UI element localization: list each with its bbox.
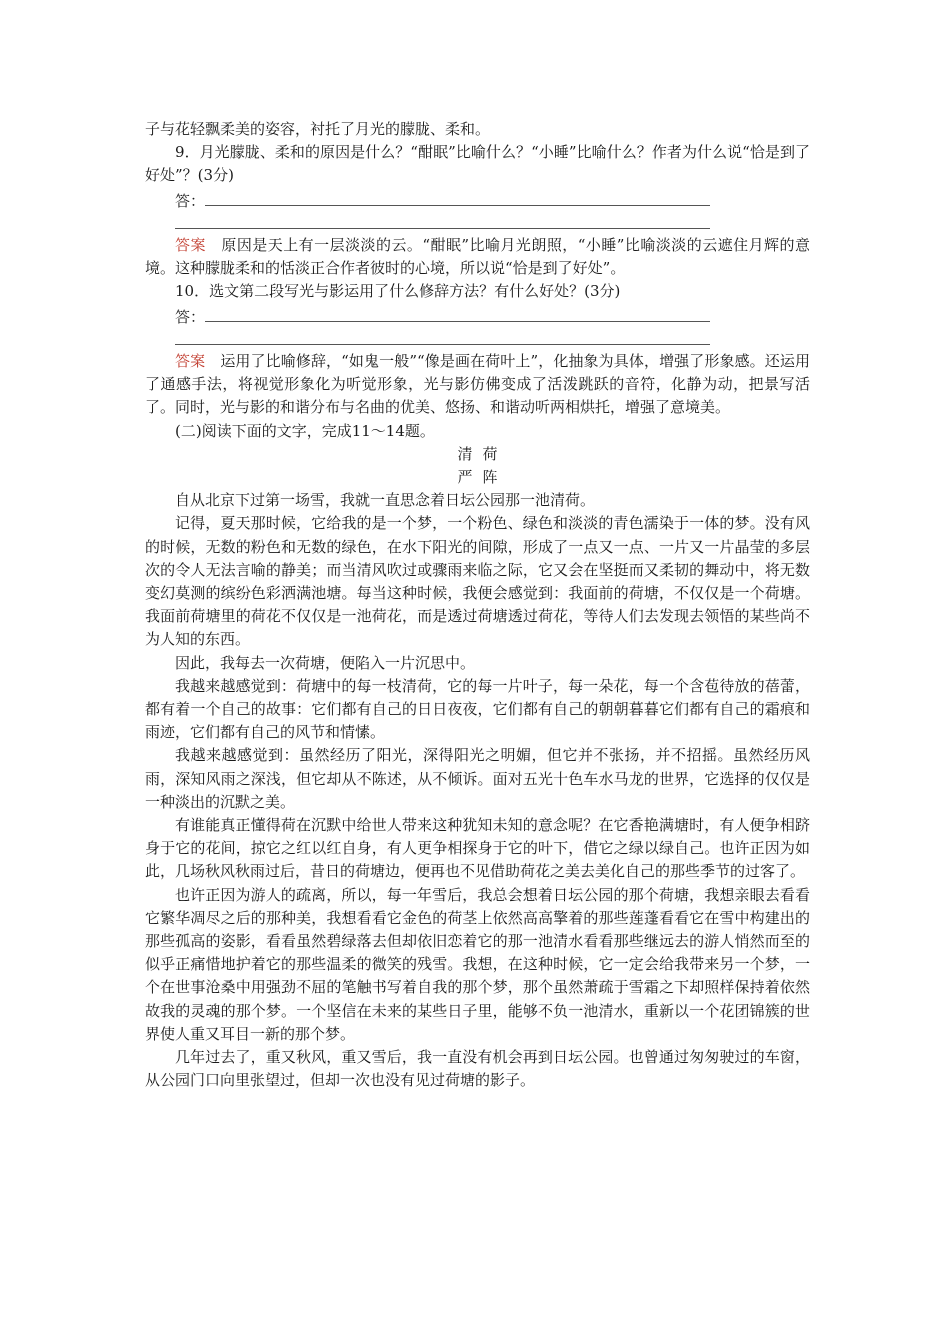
answer-line-9[interactable] [145,188,810,211]
article-author: 严阵 [457,467,508,486]
article-paragraph: 也许正因为游人的疏离，所以，每一年雪后，我总会想着日坛公园的那个荷塘，我想亲眼去看看它繁华凋尽之后的那种美，我想看看它金色的荷茎上依然高高擎着的那些莲蓬看看它在雪中构建出的那些孤高的姿影，看看虽然碧绿落去但却依旧恋着它的那一池清水看看那些继远去的游人悄然而至的似乎正痛惜地护着它的那些温柔的微笑的残雪。我想，在这种时候，它一定会给我带来另一个梦，一个在世事沧桑中用强劲不屈的笔触书写着自我的那个梦，那个虽然萧疏于雪霜之下却照样保持着依然故我的灵魂的那个梦。一个坚信在未来的某些日子里，能够不负一池清水，重新以一个花团锦簇的世界使人重又耳目一新的那个梦。 [145,885,810,1043]
article-title: 清荷 [457,444,508,463]
document-page [145,118,810,1092]
answer-line-10[interactable] [145,304,810,327]
article-paragraph: 有谁能真正懂得荷在沉默中给世人带来这种犹知未知的意念呢？在它香艳满塘时，有人便争相跻身于它的花间，掠它之红以红自身，有人更争相探身于它的叶下，借它之绿以绿自己。也许正因为如此，几场秋风秋雨过后，昔日的荷塘边，便再也不见借助荷花之美去美化自己的那些季节的过客了。 [145,816,810,881]
blank-line [205,321,710,322]
question-9: 9．月光朦胧、柔和的原因是什么？“酣眠”比喻什么？“小睡”比喻什么？作者为什么说“恰是到了好处”？(3分) [145,143,810,185]
section-heading: (二)阅读下面的文字，完成11～14题。 [175,421,435,440]
answer-10 [145,350,810,420]
paragraph-continued: 子与花轻飘柔美的姿容，衬托了月光的朦胧、柔和。 [145,120,491,138]
question-10: 10．选文第二段写光与影运用了什么修辞方法？有什么好处？(3分) [175,282,621,301]
answer-line-9b[interactable] [145,211,810,234]
answer-9 [145,234,810,280]
blank-line [205,205,710,206]
answer-prompt: 答： [175,191,206,210]
answer-line-10b[interactable] [145,327,810,350]
article-paragraph: 我越来越感觉到：虽然经历了阳光，深得阳光之明媚，但它并不张扬，并不招摇。虽然经历风雨，深知风雨之深浅，但它却从不陈述，从不倾诉。面对五光十色车水马龙的世界，它选择的仅仅是一种淡出的沉默之美。 [145,746,810,811]
article-paragraph: 几年过去了，重又秋风，重又雪后，我一直没有机会再到日坛公园。也曾通过匆匆驶过的车窗，从公园门口向里张望过，但却一次也没有见过荷塘的影子。 [145,1048,810,1090]
article-paragraph: 记得，夏天那时候，它给我的是一个梦，一个粉色、绿色和淡淡的青色濡染于一体的梦。没有风的时候，无数的粉色和无数的绿色，在水下阳光的间隙，形成了一点又一点、一片又一片晶莹的多层次的令人无法言喻的静美；而当清风吹过或骤雨来临之际，它又会在坚挺而又柔韧的舞动中，将无数变幻莫测的缤纷色彩洒满池塘。每当这种时候，我便会感觉到：我面前的荷塘，不仅仅是一个荷塘。我面前荷塘里的荷花不仅仅是一池荷花，而是透过荷塘透过荷花，等待人们去发现去领悟的某些尚不为人知的东西。 [145,514,810,649]
answer-prompt: 答： [175,307,206,326]
article-paragraph: 因此，我每去一次荷塘，便陷入一片沉思中。 [175,653,476,672]
answer-10-text: 运用了比喻修辞，“如鬼一般”“像是画在荷叶上”，化抽象为具体，增强了形象感。还运用了通感手法，将视觉形象化为听觉形象，光与影仿佛变成了活泼跳跃的音符，化静为动，把景写活了。同时，光与影的和谐分布与名曲的优美、悠扬、和谐动听两相烘托，增强了意境美。 [145,351,810,417]
answer-9-text: 原因是天上有一层淡淡的云。“酣眠”比喻月光朗照，“小睡”比喻淡淡的云遮住月辉的意境。这种朦胧柔和的恬淡正合作者彼时的心境，所以说“恰是到了好处”。 [145,235,810,278]
answer-tag: 答案 [175,351,206,370]
answer-tag: 答案 [175,235,206,254]
article-paragraph: 自从北京下过第一场雪，我就一直思念着日坛公园那一池清荷。 [175,491,596,510]
article-paragraph: 我越来越感觉到：荷塘中的每一枝清荷，它的每一片叶子，每一朵花，每一个含苞待放的蓓蕾，都有着一个自己的故事：它们都有自己的日日夜夜，它们都有自己的朝朝暮暮它们都有自己的霜痕和雨迹，它们都有自己的风节和情愫。 [145,676,810,742]
